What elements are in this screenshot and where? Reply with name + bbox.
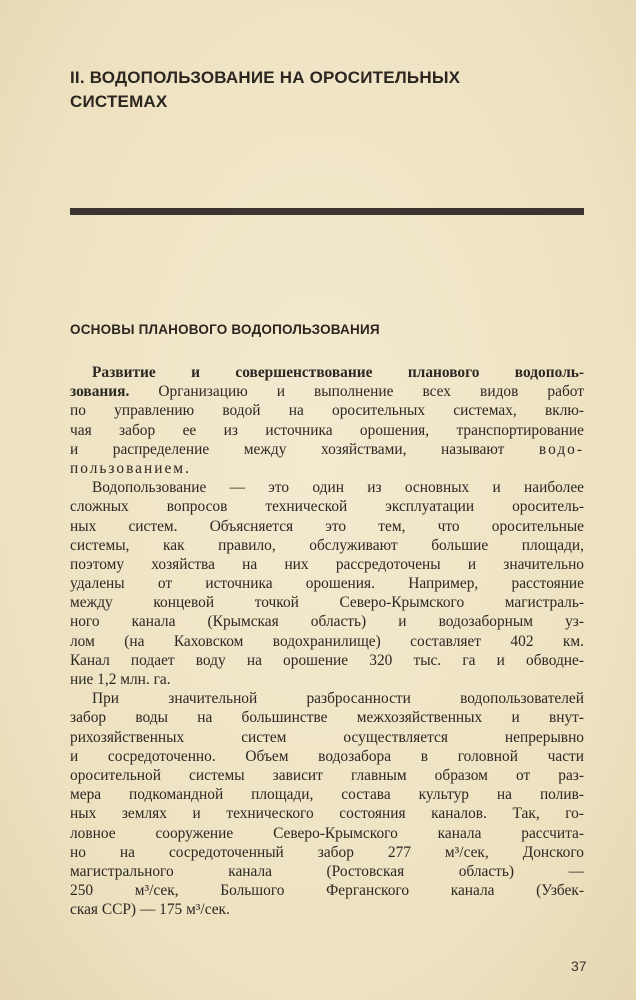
paragraph-3-line-4: и сосредоточенно. Объем водозабора в головной части [70,747,584,765]
body-text [70,363,584,919]
paragraph-2-line-7: между концевой точкой Северо-Крымского магистраль- [70,594,584,612]
chapter-title [70,66,570,114]
paragraph-3-line-10: магистрального канала (Ростовская область) — [70,862,584,880]
paragraph-3-line-5: оросительной системы зависит главным образом от раз- [70,766,584,784]
paragraph-3-line-3: рихозяйственных систем осуществляется непрерывно [70,728,584,746]
paragraph-1-term-part-1: водо- [538,440,584,458]
paragraph-2-line-2: сложных вопросов технической эксплуатации ороситель- [70,498,584,516]
paragraph-2-line-11: ние 1,2 млн. га. [70,671,171,688]
paragraph-3-line-1: При значительной разбросанности водопользователей [92,690,584,708]
paragraph-1-line-6 [70,459,584,478]
paragraph-3-line-8: ловное сооружение Северо-Крымского канала рассчита- [70,824,584,842]
paragraph-2-line-4: системы, как правило, обслуживают большие площади, [70,536,584,554]
paragraph-1-line-5 [70,440,584,459]
chapter-title-line-1: II. ВОДОПОЛЬЗОВАНИЕ НА ОРОСИТЕЛЬНЫХ [70,68,461,87]
paragraph-3-line-6: мера подкомандной площади, состава культур на полив- [70,786,584,804]
paragraph-1-lead-bold-1: Развитие и совершенствование планового водополь- [92,364,584,381]
paragraph-2-line-9: лом (на Каховском водохранилище) составляет 402 км. [70,632,584,650]
paragraph-2-line-3: ных систем. Объясняется это тем, что оросительные [70,517,584,535]
paragraph-1-line-6-end: . [185,459,189,477]
page-number: 37 [571,958,587,974]
paragraph-2-line-1: Водопользование — это один из основных и наиболее [92,479,584,497]
paragraph-1-line-5-pre: и распределение между хозяйствами, называют [70,440,539,458]
paragraph-3-line-11: 250 м³/сек, Большого Ферганского канала (Узбек- [70,882,584,900]
paragraph-3-line-9: но на сосредоточенный забор 277 м³/сек, Донского [70,843,584,861]
paragraph-2-line-8: ного канала (Крымская область) и водозаборным уз- [70,613,584,631]
paragraph-2-line-6: удалены от источника орошения. Например, расстояние [70,575,584,593]
paragraph-1-line-1 [70,363,584,382]
paragraph-3-line-12: ская ССР) — 175 м³/сек. [70,901,230,919]
paragraph-1-term-part-2: пользованием [70,459,186,477]
title-divider-rule [70,208,584,215]
paragraph-1-lead-bold-2: зования. [70,383,130,401]
paragraph-1-line-4: чая забор ее из источника орошения, транспортирование [70,421,584,439]
section-heading: ОСНОВЫ ПЛАНОВОГО ВОДОПОЛЬЗОВАНИЯ [70,322,380,337]
paragraph-2-line-5: поэтому хозяйства на них рассредоточены и значительно [70,555,584,573]
chapter-title-line-2: СИСТЕМАХ [70,92,168,111]
paragraph-1-line-2 [70,382,584,401]
paragraph-2-line-10: Канал подает воду на орошение 320 тыс. га и обводне- [70,651,584,669]
paragraph-1-line-2-rest: Организацию и выполнение всех видов работ [129,383,584,401]
paragraph-3-line-2: забор воды на большинстве межхозяйственных и внут- [70,709,584,727]
paragraph-1-line-3: по управлению водой на оросительных системах, вклю- [70,402,584,420]
paragraph-3-line-7: ных землях и технического состояния каналов. Так, го- [70,805,584,823]
